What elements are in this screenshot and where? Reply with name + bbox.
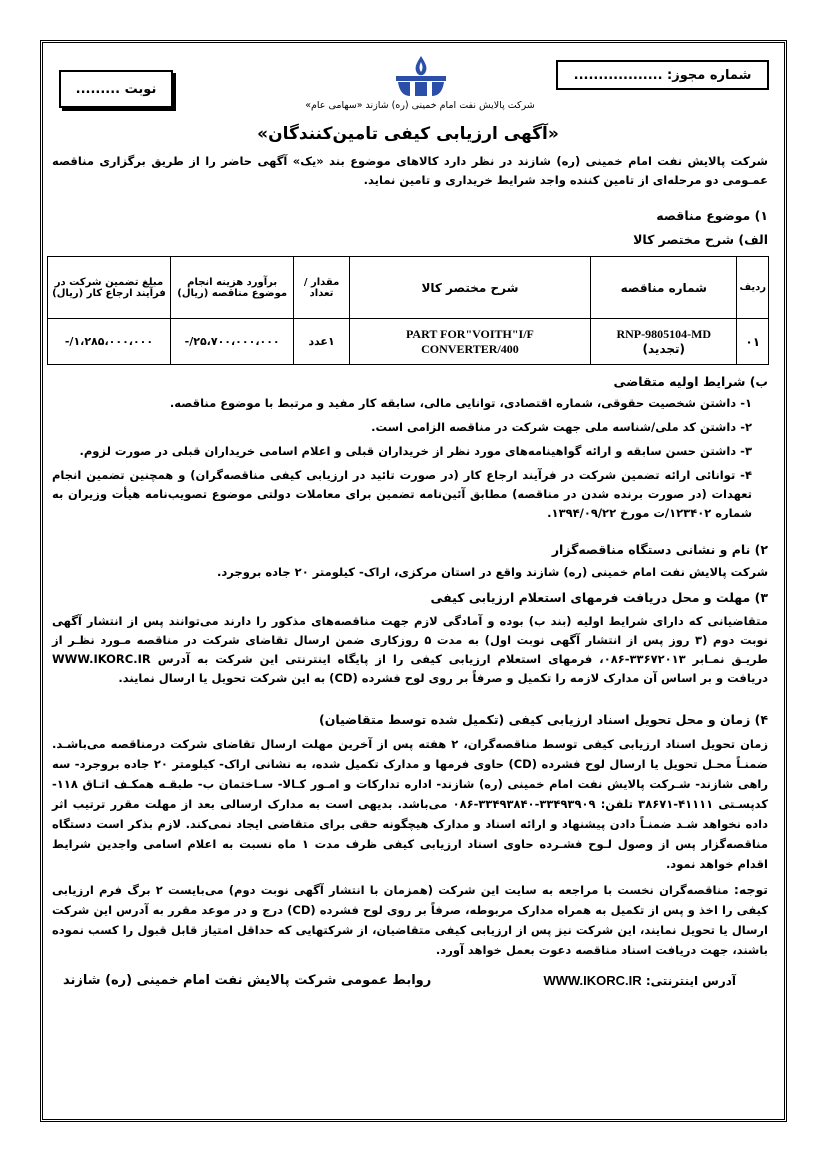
row-estimate: ۲۵،۷۰۰،۰۰۰،۰۰۰/- xyxy=(170,319,293,365)
row-index: ۰۱ xyxy=(737,319,769,365)
row-tender-no: RNP-9805104-MD xyxy=(616,327,712,341)
section3-text: متقاضیانی که دارای شرایط اولیه (بند ب) بوده و آمادگی لازم جهت مناقصه‌های مذکور را دارند می‌توانند پس از انتشار آگهی نوبت دوم (۳ روز پس از انتشار آگهی نوبت اول) به مدت ۵ روزکاری ضمن ارسال تقاضای شرکت در مناقصه مـورد نظـر از طریـق نمـابر ۳۳۶۷۲۰۱۳-۰۸۶، فرمهای استعلام ارزیابی کیفی را از پایگاه اینترنتی این شرکت به آدرس WWW.IKORC.IR دریافت و بر اساس آن مدارک لازمه را تکمیل و صرفاً بر روی لوح فشرده (CD) به این شرکت تحویل یا ارسال نمایند. xyxy=(52,614,769,685)
header-estimate: برآورد هزینه انجام موضوع مناقصه (ریال) xyxy=(170,257,293,319)
note-label: توجه: xyxy=(733,882,768,897)
section-b-heading: ب) شرایط اولیه متقاضی xyxy=(613,374,768,389)
header-description: شرح مختصر کالا xyxy=(349,257,590,319)
goods-table xyxy=(47,256,769,365)
website-link[interactable]: WWW.IKORC.IR xyxy=(543,973,642,988)
condition-item-4: ۴- توانائی ارائه تضمین شرکت در فرآیند ارجاع کار (در صورت تائید در ارزیابی کیفی مناقصه‌گران) و همچنین تضمین انجام تعهدات (در صورت برنده شدن در مناقصه) مطابق آئین‌نامه تضمین برای معاملات دولتی موضوع تصویب‌نامه هیأت وزیران به شماره ۱۲۳۴۰۲/ت مورخ ۱۳۹۴/۰۹/۲۲. xyxy=(52,468,752,520)
section4-text: زمان تحویل اسناد ارزیابی کیفی توسط مناقصه‌گران، ۲ هفته پس از آخرین مهلت ارسال تقاضای شرکت درمناقصه می‌باشـد. ضمنـاً محـل تحویل یا ارسال لوح فشرده (CD) حاوی فرمها و مدارک تکمیل شده، به نشانی اراک- کیلومتر ۲۰ جاده بروجرد- سه راهی شازند- شـرکت پالایش نفت امام خمینی (ره) شازند- اداره تدارکات و امـور کـالا- سـاختمان ب- طبقـه همکـف اتـاق ۱۱۸- کدپسـتی ۴۱۱۱۱-۳۸۶۷۱ تلفن: ۳۳۴۹۳۹۰۹-۳۳۴۹۳۸۴۰-۰۸۶ می‌باشد. بدیهی است به مدارک ارسالی بعد از مهلت مقرر ترتیب اثر داده نخواهد شـد ضمنـاً دادن پیشنهاد و ارائه اسناد و مدارک هیچگونه حقی برای متقاضی ایجاد نمی‌کند. لازم بذکر است دستگاه مناقصه‌گزار پس از وصول لـوح فشـرده حاوی اسناد ارزیابی کیفی ظرف مدت ۱ ماه نسبت به اعلام اسامی واجدین شرایط اقدام خواهد نمود. xyxy=(52,737,769,871)
row-renewal: (تجدید) xyxy=(642,342,686,356)
note-text: مناقصه‌گران نخست با مراجعه به سایت این شرکت (همزمان با انتشار آگهی نوبت دوم) می‌بایست ۲ برگ فرم ارزیابی کیفی را اخذ و پس از تکمیل به همراه مدارک مربوطه، صرفاً بر روی لوح فشرده (CD) درج و در موعد مقرر به آدرس این شرکت ارسال یا تحویل نمایند، این شرکت نیز پس از ارزیابی کیفی متقاضیان، از شرکتهایی که حداقل امتیاز قابل قبول را کسب نموده باشند، جهت دریافت اسناد مناقصه دعوت بعمل خواهد آورد. xyxy=(52,883,768,957)
header-quantity: مقدار / تعداد xyxy=(294,257,349,319)
permit-number-label: شماره مجوز: .................. xyxy=(573,67,752,83)
signature-line: روابط عمومی شرکت پالایش نفت امام خمینی (ره) شازند xyxy=(63,973,432,988)
section2-text: شرکت پالایش نفت امام خمینی (ره) شازند واقع در استان مرکزی، اراک- کیلومتر ۲۰ جاده بروجرد. xyxy=(217,565,768,579)
row-desc-line2: CONVERTER/400 xyxy=(421,341,519,356)
section2-heading: ۲) نام و نشانی دستگاه مناقصه‌گزار xyxy=(551,542,768,557)
condition-item-2: ۲- داشتن کد ملی/شناسه ملی جهت شرکت در مناقصه الزامی است. xyxy=(371,420,752,434)
permit-number-box xyxy=(556,60,769,90)
website-line xyxy=(400,973,736,988)
row-quantity: ۱عدد xyxy=(294,319,349,365)
row-tender-cell xyxy=(591,319,737,365)
row-description-cell xyxy=(349,319,590,365)
header-tender-no: شماره مناقصه xyxy=(591,257,737,319)
company-line: شرکت پالایش نفت امام خمینی (ره) شازند «سهامی عام» xyxy=(305,100,535,111)
intro-paragraph: شرکت پالایش نفت امام خمینی (ره) شازند در نظر دارد کالاهای موضوع بند «یک» آگهی حاضر را از طریق برگزاری مناقصه عمـومی دو مرحله‌ای از تامین کننده واجد شرایط خریداری و تامین نماید. xyxy=(52,154,768,187)
header-guarantee: مبلغ تضمین شرکت در فرآیند ارجاع کار (ریال) xyxy=(48,257,171,319)
section4-heading: ۴) زمان و محل تحویل اسناد ارزیابی کیفی (تکمیل شده توسط متقاضیان) xyxy=(319,712,768,727)
turn-box xyxy=(59,70,173,108)
website-label: آدرس اینترنتی: xyxy=(645,974,736,988)
turn-label: نوبت ......... xyxy=(75,81,157,97)
row-desc-line1: PART FOR"VOITH"I/F xyxy=(405,326,534,341)
condition-item-1: ۱- داشتن شخصیت حقوقی، شماره اقتصادی، توانایی مالی، سابقه کار مفید و مرتبط با موضوع مناقصه. xyxy=(169,396,752,410)
note-paragraph xyxy=(52,880,768,960)
page-title: «آگهی ارزیابی کیفی تامین‌کنندگان» xyxy=(257,124,559,144)
table-header-row xyxy=(48,257,769,319)
condition-item-3: ۳- داشتن حسن سابقه و ارائه گواهینامه‌های مورد نظر از خریداران قبلی و اعلام اسامی خریداران قبلی در صورت لزوم. xyxy=(79,444,752,458)
header-index: ردیف xyxy=(737,257,769,319)
company-logo xyxy=(386,52,456,98)
section1-subheading: الف) شرح مختصر کالا xyxy=(633,232,768,247)
table-row xyxy=(48,319,769,365)
row-guarantee: ۱،۲۸۵،۰۰۰،۰۰۰/- xyxy=(48,319,171,365)
section1-heading: ۱) موضوع مناقصه xyxy=(656,208,768,223)
section3-heading: ۳) مهلت و محل دریافت فرمهای استعلام ارزیابی کیفی xyxy=(430,590,768,605)
